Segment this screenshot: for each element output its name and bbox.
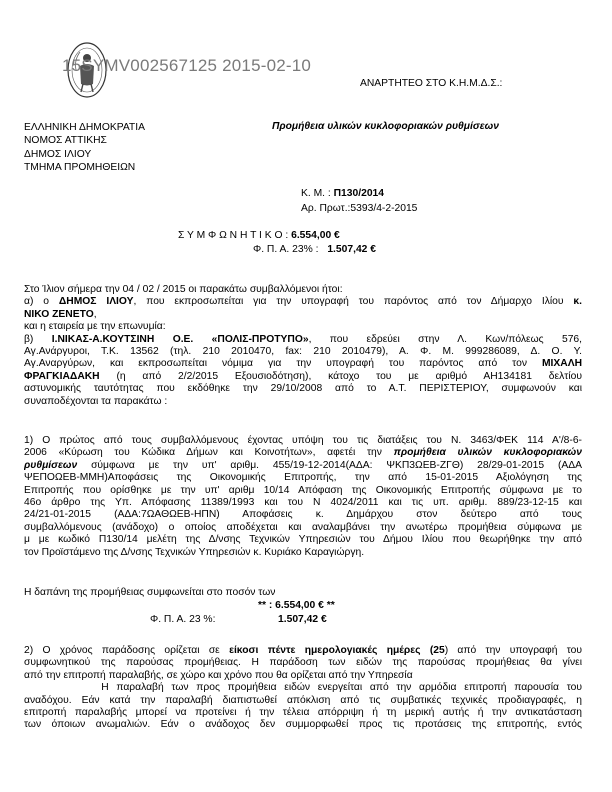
party-a-line: α) ο ΔΗΜΟΣ ΙΛΙΟΥ, που εκπροσωπείται για την υπογραφή του παρόντος από τον Δήμαρχο Ιλίου κ.	[24, 296, 582, 308]
company-intro-line: και η εταιρεία με την επωνυμία:	[24, 321, 166, 333]
header-line: ΔΗΜΟΣ ΙΛΙΟΥ	[24, 148, 92, 160]
article-1-line: 2006 «Κύρωση του Κώδικα Δήμων και Κοινοτήτων», αφετέι την προμήθεια υλικών κυκλοφοριακών	[24, 447, 582, 459]
article-2-line: 2) Ο χρόνος παράδοσης ορίζεται σε είκοσι πέντε ημερολογιακές ημέρες (25) από την υπογραφή του	[24, 645, 582, 656]
article-1-line: τον Προϊστάμενο της Δ/νσης Τεχνικών Υπηρεσιών κ. Κυριάκο Καραγιώργη.	[24, 546, 365, 558]
subject-title: Προμήθεια υλικών κυκλοφοριακών ρυθμίσεων	[272, 121, 499, 132]
article-1-line: συμβαλλόμενους (ανάδοχο) ο οποίος αποδέχεται και αναλαμβάνει την ανωτέρω προμήθεια σύμφωνα με	[24, 521, 582, 533]
protocol-number: Αρ. Πρωτ.:5393/4-2-2015	[301, 203, 418, 214]
vat-amount-line	[253, 244, 376, 256]
company-details-line: Αγ.Ανάργυροι, Τ.Κ. 13562 (τηλ. 210 2010470, fax: 210 2010479), Α. Φ. Μ. 999286089, Δ. Ο. Υ.	[24, 345, 582, 357]
contract-amount-line	[178, 230, 340, 242]
representative-id-line: ΦΡΑΓΚΙΑΔΑΚΗ (η από 2/2/2015 Εξουσιοδότηση), κάτοχο του με αριθμό ΑΗ134181 δελτίου	[24, 370, 582, 382]
article-1	[24, 435, 582, 559]
article-2-line: αναδόχου. Εάν κατά την παραλαβή διαπιστωθεί απόκλιση από τις συμβατικές τεχνικές προδιαγραφές, η	[24, 694, 582, 706]
contract-value: 6.554,00 €	[291, 230, 340, 241]
article-2-line: Η παραλαβή των προς προμήθεια ειδών ενεργείται από την αρμόδια επιτροπή παρουσία του	[24, 682, 582, 694]
representative-line: Αγ.Αναργύρων, και εκπροσωπείται νόμιμα για την υπογραφή του παρόντος από τον ΜΙΧΑΛΗ	[24, 358, 582, 370]
article-1-line: 24/21-01-2015 (ΑΔΑ:7ΩΑΘΩΕΒ-ΗΠΝ) Αποφάσεις κ. Δημάρχου στον δεύτερο από τους	[24, 509, 582, 521]
contract-label: Σ Υ Μ Φ Ω Ν Η Τ Ι Κ Ο :	[178, 230, 289, 241]
parties-section	[24, 284, 582, 408]
article-1-line: ΨΕΠΟΩΕΒ-ΜΜΗ)Αποφάσεις της Οικονομικής Επιτροπής, την από 15-01-2015 Αξιολόγηση της	[24, 472, 582, 484]
agreement-line: συναποδέχονται τα παρακάτω :	[24, 395, 168, 407]
article-1-line: Επιτροπής που ορίσθηκε με την υπ' αριθμ 10/14 Απόφαση της Οικονομικής Επιτροπής σύμφωνα με το	[24, 484, 582, 496]
article-1-line: 46ο άρθρο της Υπ. Απόφασης 11389/1993 και του Ν 4024/2011 και τις υπ. αριθμ. 889/23-12-15 και	[24, 496, 582, 508]
cost-label: Η δαπάνη της προμήθειας συμφωνείται στο ποσόν των	[24, 587, 276, 598]
header-line: ΝΟΜΟΣ ΑΤΤΙΚΗΣ	[24, 135, 107, 147]
header-line: ΤΜΗΜΑ ΠΡΟΜΗΘΕΙΩΝ	[24, 162, 136, 174]
intro-line: Στο Ίλιον σήμερα την 04 / 02 / 2015 οι παρακάτω συμβαλλόμενοι ήτοι:	[24, 284, 343, 295]
vat-label: Φ. Π. Α. 23% :	[253, 244, 319, 255]
issuer-header	[24, 121, 145, 175]
article-2-line: συμφωνητικού της παρούσας προμήθειας. Η παράδοση των ειδών της παρούσας προμήθειας θα γίνει	[24, 657, 582, 669]
party-b-line: β) Ι.ΝΙΚΑΣ-Α.ΚΟΥΤΣΙΝΗ Ο.Ε. «ΠΟΛΙΣ-ΠΡΟΤΥΠΟ», που εδρεύει στην Λ. Κων/πόλεως 576,	[24, 333, 582, 345]
article-2-line: των όποιων ανωμαλιών. Εάν ο ανάδοχος δεν συμμορφωθεί προς τις προτάσεις της επιτροπής, εντός	[24, 719, 582, 731]
document-id-watermark: 15SYMV002567125 2015-02-10	[62, 56, 312, 75]
header-line: ΕΛΛΗΝΙΚΗ ΔΗΜΟΚΡΑΤΙΑ	[24, 122, 145, 133]
id-issuer-line: αστυνομικής ταυτότητας που εκδόθηκε την 29/10/2008 από το Α.Τ. ΠΕΡΙΣΤΕΡΙΟΥ, συμφωνούν και	[24, 383, 582, 395]
article-1-line: 1) Ο πρώτος από τους συμβαλλόμενους έχοντας υπόψη του τις διατάξεις του Ν. 3463/ΦΕΚ 114 Α'/8-6-	[24, 435, 582, 446]
cost-value: ** : 6.554,00 € **	[258, 600, 335, 611]
cost-vat-value: 1.507,42 €	[278, 614, 327, 625]
mayor-name-line: ΝΙΚΟ ΖΕΝΕΤΟ,	[24, 308, 97, 320]
km-line	[301, 188, 384, 200]
vat-value: 1.507,42 €	[327, 244, 376, 255]
article-1-line: ρυθμίσεων σύμφωνα με την υπ' αριθμ. 455/19-12-2014(ΑΔΑ: ΨΚΠ3ΩΕΒ-ΖΓΘ) 28/29-01-2015 (ΑΔΑ	[24, 459, 582, 471]
posted-label: ΑΝΑΡΤΗΤΕΟ ΣΤΟ Κ.Η.Μ.Δ.Σ.:	[360, 78, 503, 89]
km-value: Π130/2014	[333, 188, 385, 199]
km-label: Κ. Μ. :	[301, 188, 331, 199]
cost-vat-label: Φ. Π. Α. 23 %:	[150, 614, 216, 625]
article-2-line: από την επιτροπή παραλαβής, σε χώρο και χρόνο που θα ορίζεται από την Υπηρεσία	[24, 669, 413, 681]
article-2-line: επιτροπή παραλαβής μπορεί να προτείνει ή την τέλεια απόρριψη ή τη μερική αυτής ή την αντικατάσταση	[24, 706, 582, 718]
article-2	[24, 645, 582, 732]
article-1-line: μ με κωδικό Π130/14 μελέτη της Δ/νσης Τεχνικών Υπηρεσιών του Δήμου Ιλίου που θεωρήθηκε την από	[24, 534, 582, 546]
